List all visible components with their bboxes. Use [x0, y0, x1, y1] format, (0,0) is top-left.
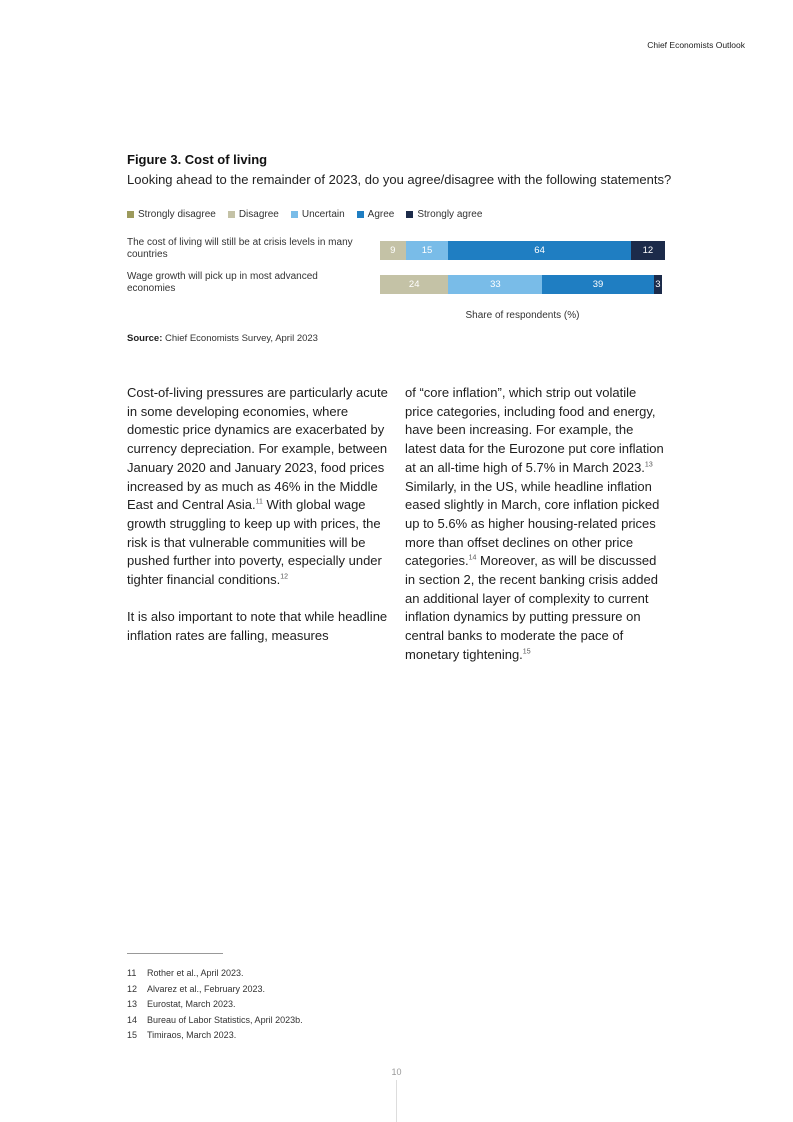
legend-label: Strongly disagree: [138, 209, 216, 220]
footnote-item: 14 Bureau of Labor Statistics, April 2023b.: [127, 1014, 303, 1025]
figure-title: Figure 3. Cost of living: [127, 152, 268, 167]
footnote-ref[interactable]: 11: [255, 498, 263, 506]
body-column-right: [405, 384, 667, 683]
source-label: Source:: [127, 333, 163, 344]
chart-legend: [127, 209, 482, 220]
bar-segment-agree: 39: [542, 275, 653, 294]
footnote-item: 12 Alvarez et al., February 2023.: [127, 983, 266, 994]
legend-label: Agree: [367, 209, 395, 220]
footnote-item: 15 Timiraos, March 2023.: [127, 1030, 237, 1040]
legend-swatch: [291, 211, 298, 218]
legend-item-agree: [357, 209, 395, 220]
category-label-wage-growth: Wage growth will pick up in most advanced economies: [127, 271, 318, 294]
bar-segment-uncertain: 33: [448, 275, 542, 294]
bar-segment-strongly-agree: 3: [654, 275, 663, 294]
legend-item-strongly-disagree: [127, 209, 216, 220]
legend-label: Strongly agree: [417, 209, 483, 220]
footnote-ref[interactable]: 15: [522, 648, 531, 656]
page-number: 10: [391, 1067, 402, 1077]
bar-segment-disagree: 9: [380, 241, 406, 260]
legend-swatch: [127, 211, 134, 218]
legend-item-strongly-agree: [406, 209, 482, 220]
footnote-item: 13 Eurostat, March 2023.: [127, 999, 236, 1009]
footnote-ref[interactable]: 12: [280, 573, 288, 581]
legend-label: Uncertain: [301, 209, 345, 220]
footnotes: [127, 966, 303, 1044]
body-column-left: [127, 384, 389, 665]
footnote-ref[interactable]: 14: [468, 555, 477, 562]
footnote-divider: [127, 953, 223, 954]
legend-swatch: [406, 211, 413, 218]
figure-subtitle: Looking ahead to the remainder of 2023, do you agree/disagree with the following statements?: [127, 172, 672, 187]
legend-swatch: [357, 211, 364, 218]
figure-source: [127, 333, 318, 344]
footnote-item: 11 Rother et al., April 2023.: [127, 968, 244, 978]
legend-swatch: [228, 211, 235, 218]
source-text: Chief Economists Survey, April 2023: [162, 333, 318, 344]
bar-segment-strongly-agree: 12: [631, 241, 665, 260]
bar-segment-agree: 64: [448, 241, 630, 260]
category-label-cost-of-living: The cost of living will still be at crisis levels in many countries: [127, 237, 353, 260]
running-header: Chief Economists Outlook: [647, 40, 745, 50]
bar-segment-uncertain: 15: [406, 241, 449, 260]
x-axis-title: Share of respondents (%): [465, 310, 580, 321]
bar-segment-disagree: 24: [380, 275, 448, 294]
legend-item-uncertain: [291, 209, 345, 220]
page-guide-line: [396, 1080, 397, 1122]
paragraph: It is also important to note that while headline inflation rates are falling, measures: [127, 609, 388, 644]
paragraph: Cost-of-living pressures are particularly acute in some developing economies, where domestic price dynamics are exacerbated by currency depreciation. For example, between January 2020 and January 2023, food prices increased by as much as 46% in the Middle East and Central Asia.$^{11}$ With global wage growth struggling to keep up with prices, the risk is that vulnerable communities will be pushed further into poverty, especially under tighter financial conditions.$^{12}$: [127, 385, 388, 588]
footnote-ref[interactable]: 13: [644, 461, 653, 469]
bar-row-cost-of-living: [380, 241, 665, 260]
paragraph: of “core inflation”, which strip out volatile price categories, including food and energy, have been increasing. For example, the latest data for the Eurozone put core inflation at an all-time high of 5.7% in March 2023.13 Similarly, in the US, while headline inflation eased slightly in March, core inflation picked up to 5.6% as higher housing-related prices more than offset declines on other price categories.$^{14}$ Moreover, as will be discussed in section 2, the recent banking crisis added an additional layer of complexity to current inflation dynamics by putting pressure on central banks to moderate the pace of monetary tightening.$^{15}$: [405, 385, 664, 662]
legend-label: Disagree: [238, 209, 279, 220]
bar-row-wage-growth: [380, 275, 665, 294]
legend-item-disagree: [228, 209, 279, 220]
